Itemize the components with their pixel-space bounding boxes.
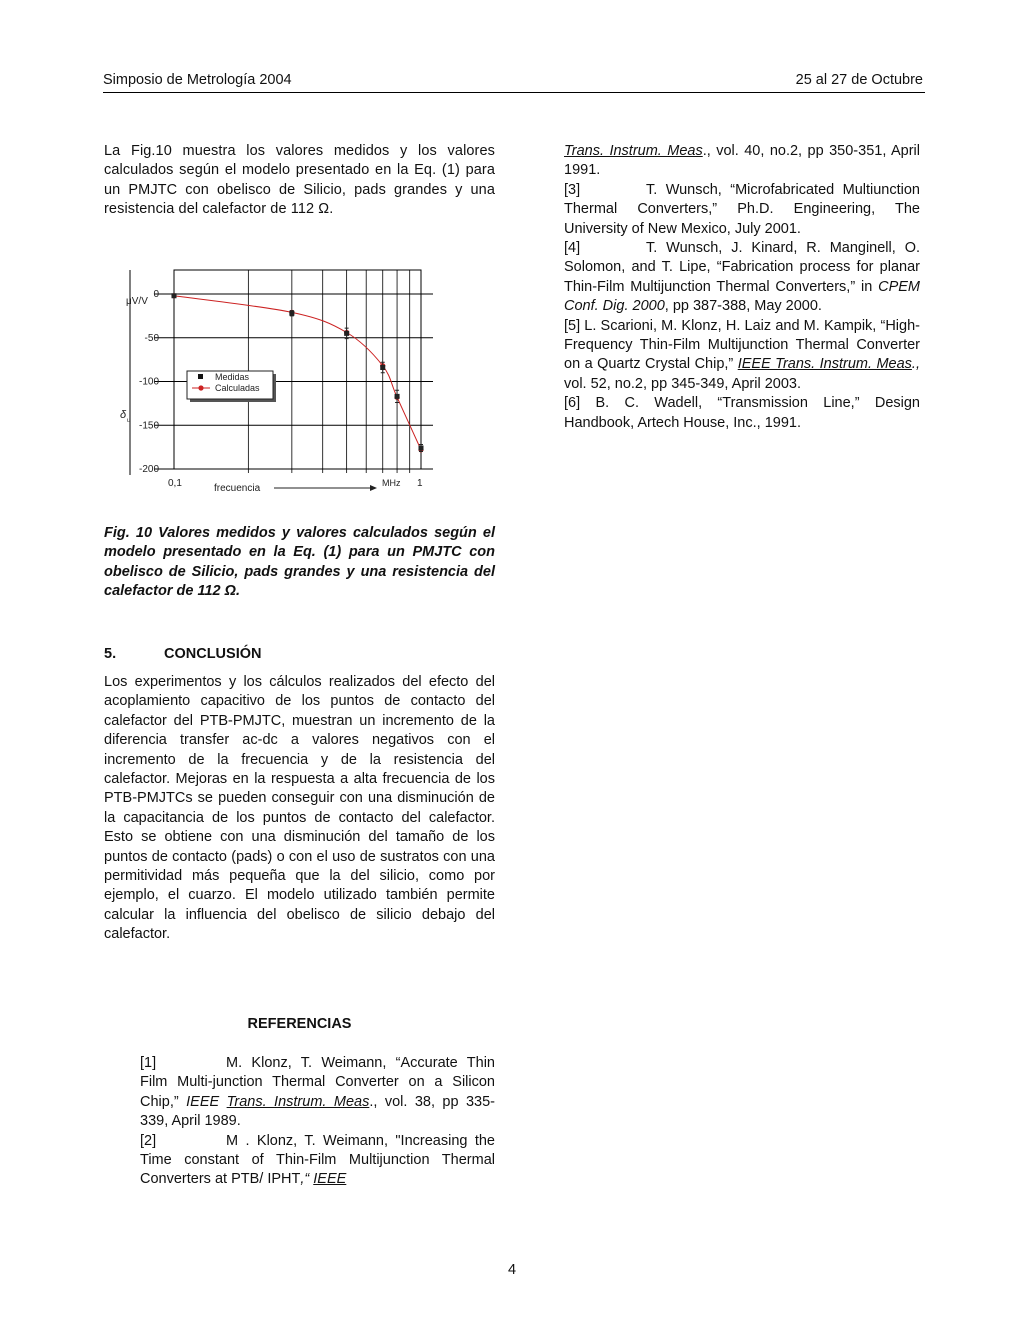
legend-medidas-label: Medidas bbox=[215, 372, 250, 382]
conclusion-paragraph: Los experimentos y los cálculos realizados del efecto del acoplamiento capacitivo de los puntos de contacto del calefactor del PTB-PMJTC, muestran un incremento de la diferencia transfer ac-dc a valores negativos con el incremento de la frecuencia y de la resistencia del calefactor. Mejoras en la respuesta a alta frecuencia de los PTB-PMJTCs se pueden conseguir con una disminución de la capacitancia de los puntos de contacto del calefactor. Esto se obtiene con una disminución del tamaño de los puntos de contacto (pads) o con el uso de sustratos con una permitividad más pequeña que la del silicio, como por ejemplo, el cuarzo. El modelo utilizado también permite calcular la influencia del obelisco de silicio debajo del calefactor. bbox=[104, 674, 495, 943]
figure-10-chart bbox=[104, 262, 444, 502]
y-unit-label: μV/V bbox=[126, 296, 148, 307]
reference-1: [1] M. Klonz, T. Weimann, “Accurate Thin Film Multi-junction Thermal Converter on a Silicon Chip,” IEEE Trans. Instrum. Meas., vol. 38, pp 335-339, April 1989. bbox=[140, 1055, 495, 1130]
x-tick-label-max: 1 bbox=[417, 478, 423, 489]
reference-5: [5] L. Scarioni, M. Klonz, H. Laiz and M. Kampik, “High-Frequency Thin-Film Multijunction Thermal Converter on a Quartz Crystal Chip,” IEEE Trans. Instrum. Meas., vol. 52, no.2, pp 345-349, April 2003. bbox=[564, 317, 920, 392]
ref-number: [6] bbox=[564, 395, 581, 412]
section-title: CONCLUSIÓN bbox=[164, 646, 262, 662]
header-date: 25 al 27 de Octubre bbox=[795, 72, 923, 88]
references-list-left bbox=[140, 1054, 495, 1190]
running-header bbox=[103, 70, 925, 93]
y-tick-label: -100 bbox=[138, 376, 159, 388]
medidas-point bbox=[395, 394, 400, 399]
medidas-point bbox=[380, 365, 385, 370]
medidas-point bbox=[172, 293, 177, 298]
reference-3: [3] T. Wunsch, “Microfabricated Multiunction Thermal Converters,” Ph.D. Engineering, The University of New Mexico, July 2001. bbox=[564, 181, 920, 237]
header-conference: Simposio de Metrología 2004 bbox=[103, 72, 292, 88]
x-axis-label: frecuencia bbox=[214, 483, 261, 494]
y-tick-label: 0 bbox=[153, 289, 159, 300]
reference-2-continued: Trans. Instrum. Meas., vol. 40, no.2, pp 350-351, April 1991. bbox=[564, 143, 920, 179]
y-tick-label: -150 bbox=[138, 420, 159, 432]
ref-number: [5] bbox=[564, 317, 581, 334]
references-heading: REFERENCIAS bbox=[247, 1016, 352, 1032]
y-tick-label: -50 bbox=[144, 332, 159, 344]
reference-6: [6] B. C. Wadell, “Transmission Line,” Design Handbook, Artech House, Inc., 1991. bbox=[564, 395, 920, 431]
figure-caption: Fig. 10 Valores medidos y valores calculados según el modelo presentado en la Eq. (1) para un PMJTC con obelisco de Silicio, pads grandes y una resistencia del calefactor de 112 Ω. bbox=[104, 525, 495, 600]
x-axis-arrowhead bbox=[370, 485, 377, 491]
reference-4: [4] T. Wunsch, J. Kinard, R. Manginell, O. Solomon, and T. Lipe, “Fabrication process for planar Thin-Film Multijunction Thermal Converters,” in CPEM Conf. Dig. 2000, pp 387-388, May 2000. bbox=[564, 240, 920, 315]
section-heading bbox=[104, 646, 261, 662]
intro-paragraph: La Fig.10 muestra los valores medidos y los valores calculados según el modelo presentado en la Eq. (1) para un PMJTC con obelisco de Silicio, pads grandes y una resistencia del calefactor de 112 Ω. bbox=[104, 143, 495, 218]
ref-number: [3] bbox=[564, 181, 581, 198]
y-symbol-label: δ bbox=[120, 409, 127, 421]
ref-number: [2] bbox=[140, 1132, 157, 1149]
section-number: 5. bbox=[104, 646, 117, 662]
legend-calculadas-marker bbox=[198, 385, 203, 390]
chart-legend bbox=[187, 371, 276, 402]
ref-number: [1] bbox=[140, 1055, 157, 1071]
x-tick-label-min: 0,1 bbox=[168, 478, 182, 489]
left-column bbox=[104, 142, 495, 220]
legend-medidas-marker bbox=[198, 374, 203, 379]
y-tick-labels bbox=[139, 289, 159, 475]
x-unit-label: MHz bbox=[382, 478, 401, 488]
y-symbol-subscript: u bbox=[127, 418, 131, 424]
legend-calculadas-label: Calculadas bbox=[215, 383, 260, 393]
right-column bbox=[564, 142, 920, 433]
medidas-point bbox=[289, 311, 294, 316]
y-tick-label: -200 bbox=[138, 464, 159, 475]
page-number: 4 bbox=[507, 1262, 517, 1278]
ref-number: [4] bbox=[564, 240, 581, 257]
reference-2: [2] M . Klonz, T. Weimann, "Increasing the Time constant of Thin-Film Multijunction Thermal Converters at PTB/ IPHT,“ IEEE bbox=[140, 1132, 495, 1188]
medidas-point bbox=[419, 446, 424, 451]
medidas-point bbox=[344, 331, 349, 336]
